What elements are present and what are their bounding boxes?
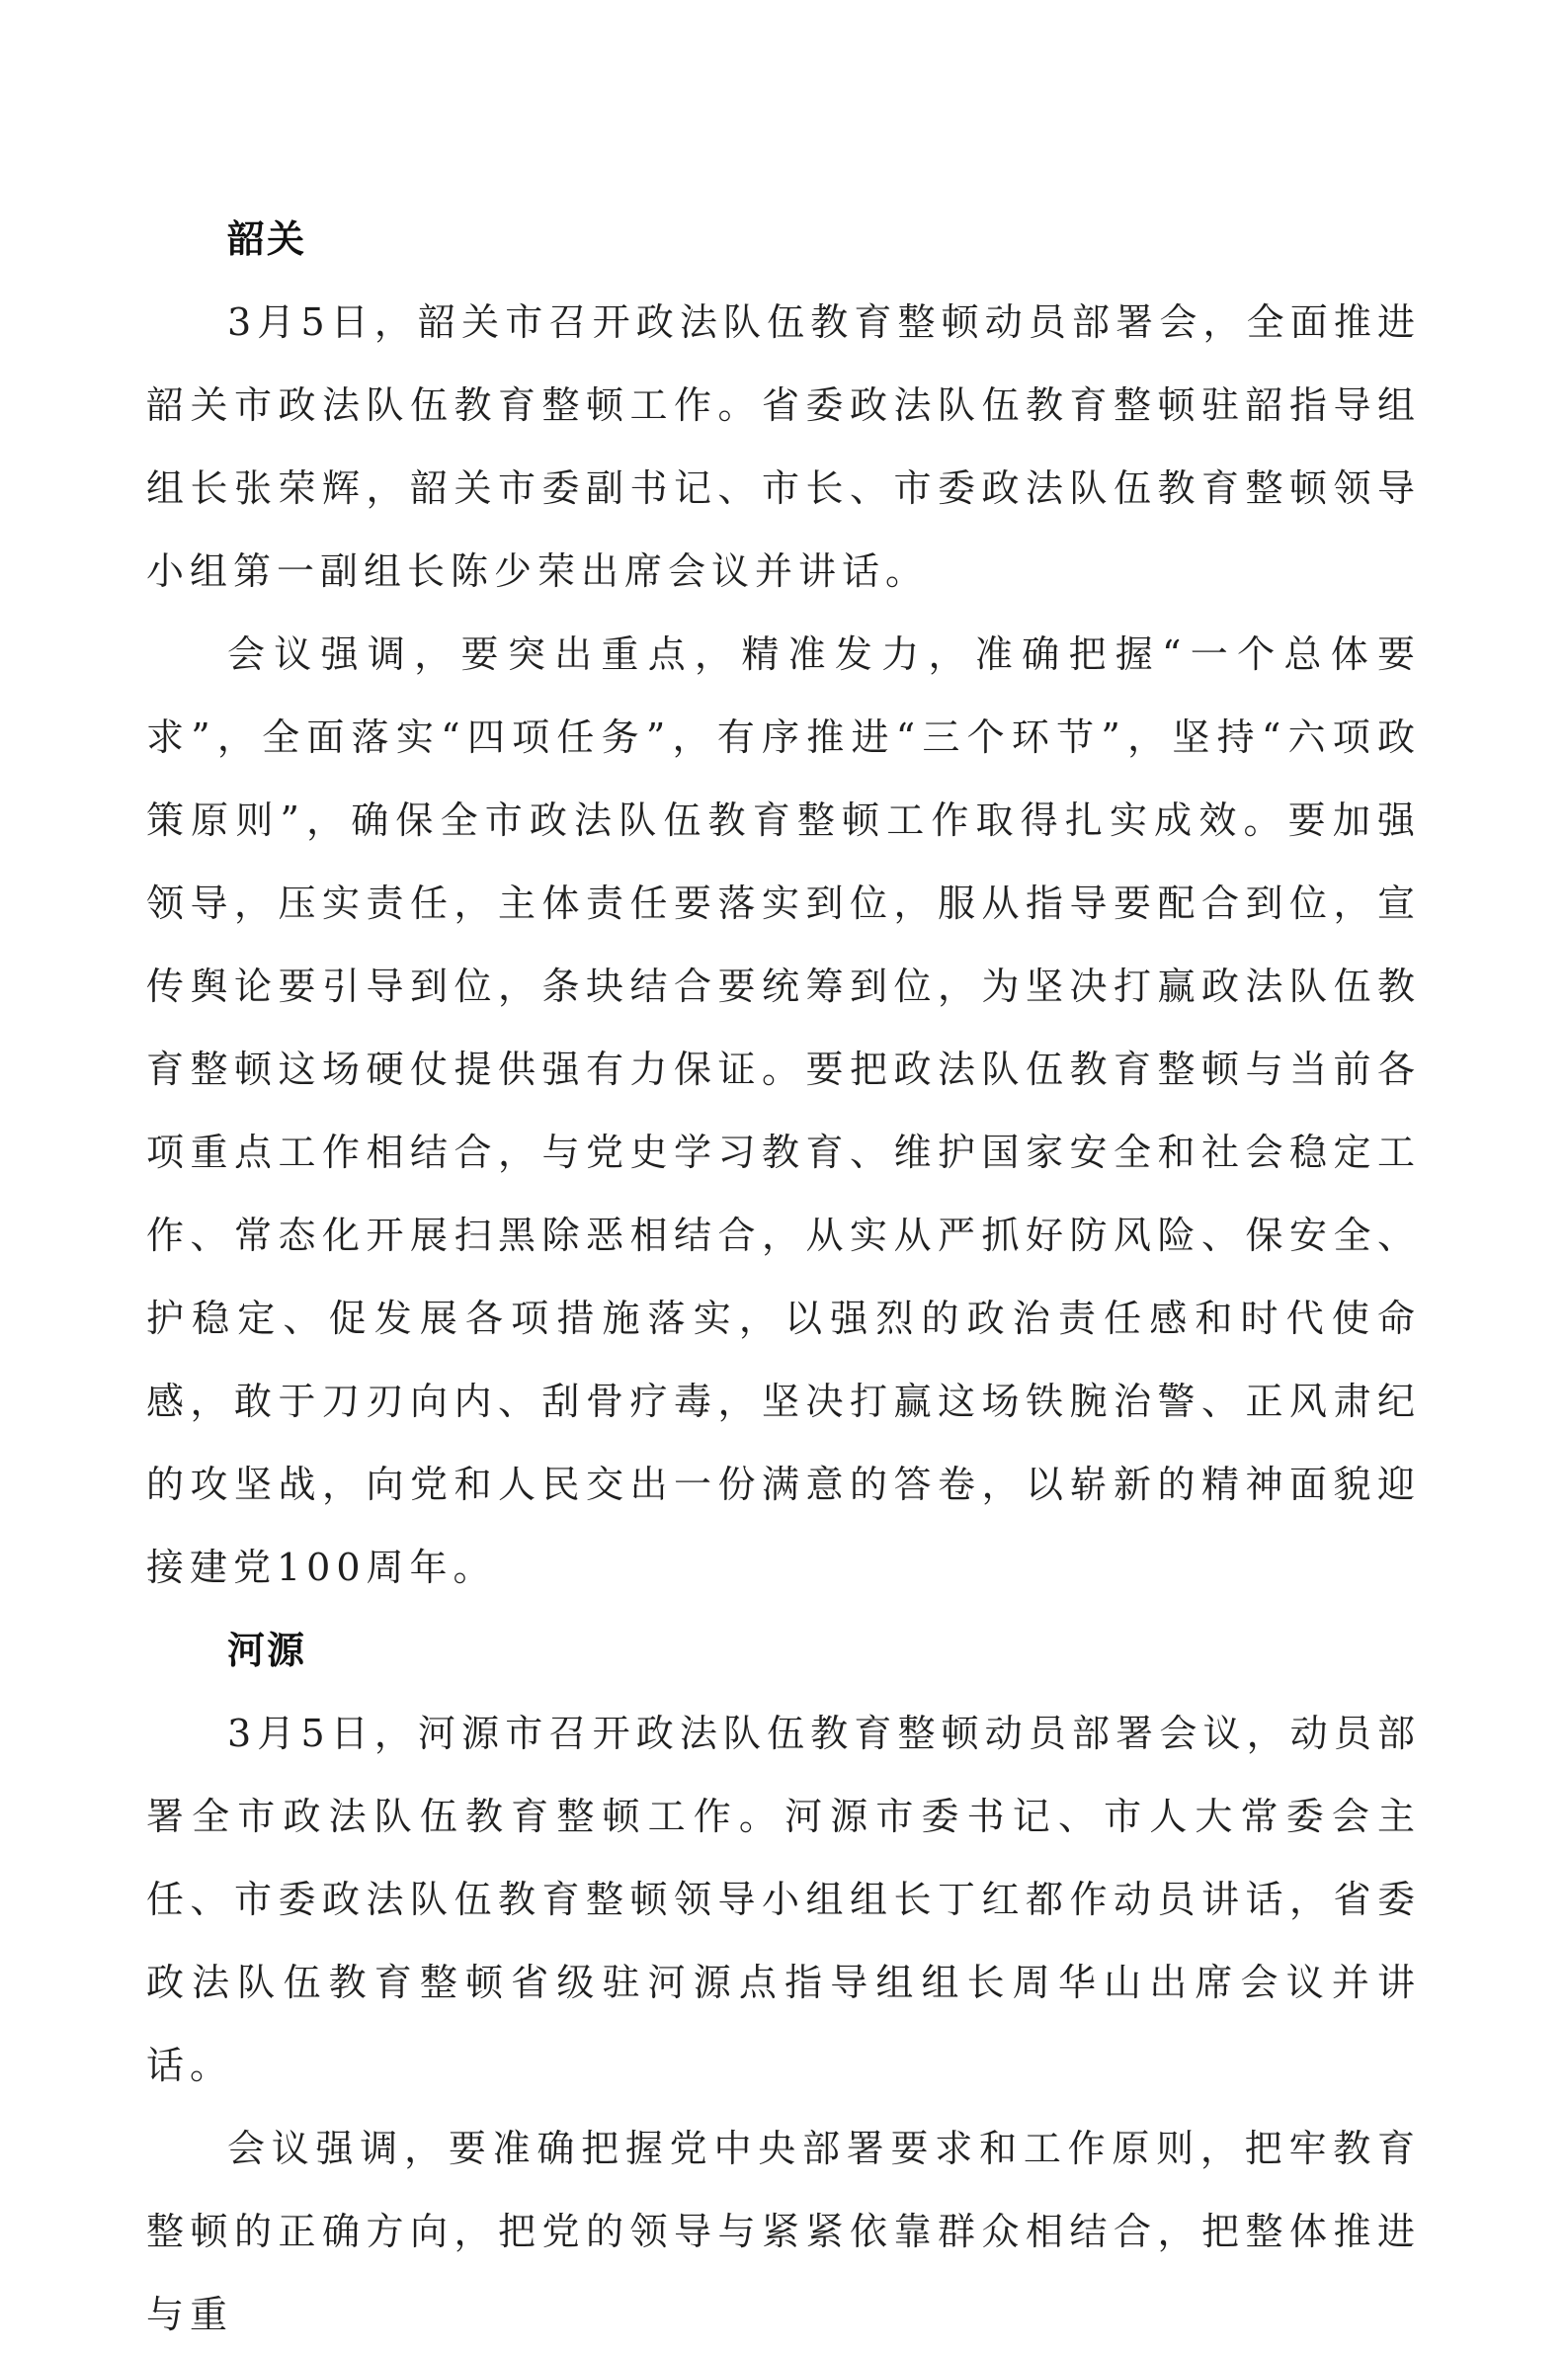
paragraph-shaoguan-meeting: 3月5日，韶关市召开政法队伍教育整顿动员部署会，全面推进韶关市政法队伍教育整顿工作。省委政法队伍教育整顿驻韶指导组组长张荣辉，韶关市委副书记、市长、市委政法队伍教育整顿领导小组第一副组长陈少荣出席会议并讲话。 [146,300,1421,593]
paragraph-shaoguan-emphasis: 会议强调，要突出重点，精准发力，准确把握“一个总体要求”，全面落实“四项任务”，有序推进“三个环节”，坚持“六项政策原则”，确保全市政法队伍教育整顿工作取得扎实成效。要加强领导，压实责任，主体责任要落实到位，服从指导要配合到位，宣传舆论要引导到位，条块结合要统筹到位，为坚决打赢政法队伍教育整顿这场硬仗提供强有力保证。要把政法队伍教育整顿与当前各项重点工作相结合，与党史学习教育、维护国家安全和社会稳定工作、常态化开展扫黑除恶相结合，从实从严抓好防风险、保安全、护稳定、促发展各项措施落实，以强烈的政治责任感和时代使命感，敢于刀刃向内、刮骨疗毒，坚决打赢这场铁腕治警、正风肃纪的攻坚战，向党和人民交出一份满意的答卷，以崭新的精神面貌迎接建党100周年。 [146,632,1421,1589]
section-heading-shaoguan: 韶关 [227,217,307,261]
document-body [146,198,1421,2356]
paragraph-heyuan-meeting: 3月5日，河源市召开政法队伍教育整顿动员部署会议，动员部署全市政法队伍教育整顿工作。河源市委书记、市人大常委会主任、市委政法队伍教育整顿领导小组组长丁红都作动员讲话，省委政法队伍教育整顿省级驻河源点指导组组长周华山出席会议并讲话。 [146,1712,1421,2087]
section-heading-heyuan: 河源 [227,1629,307,1672]
paragraph-heyuan-emphasis: 会议强调，要准确把握党中央部署要求和工作原则，把牢教育整顿的正确方向，把党的领导与紧紧依靠群众相结合，把整体推进与重 [146,2127,1421,2336]
